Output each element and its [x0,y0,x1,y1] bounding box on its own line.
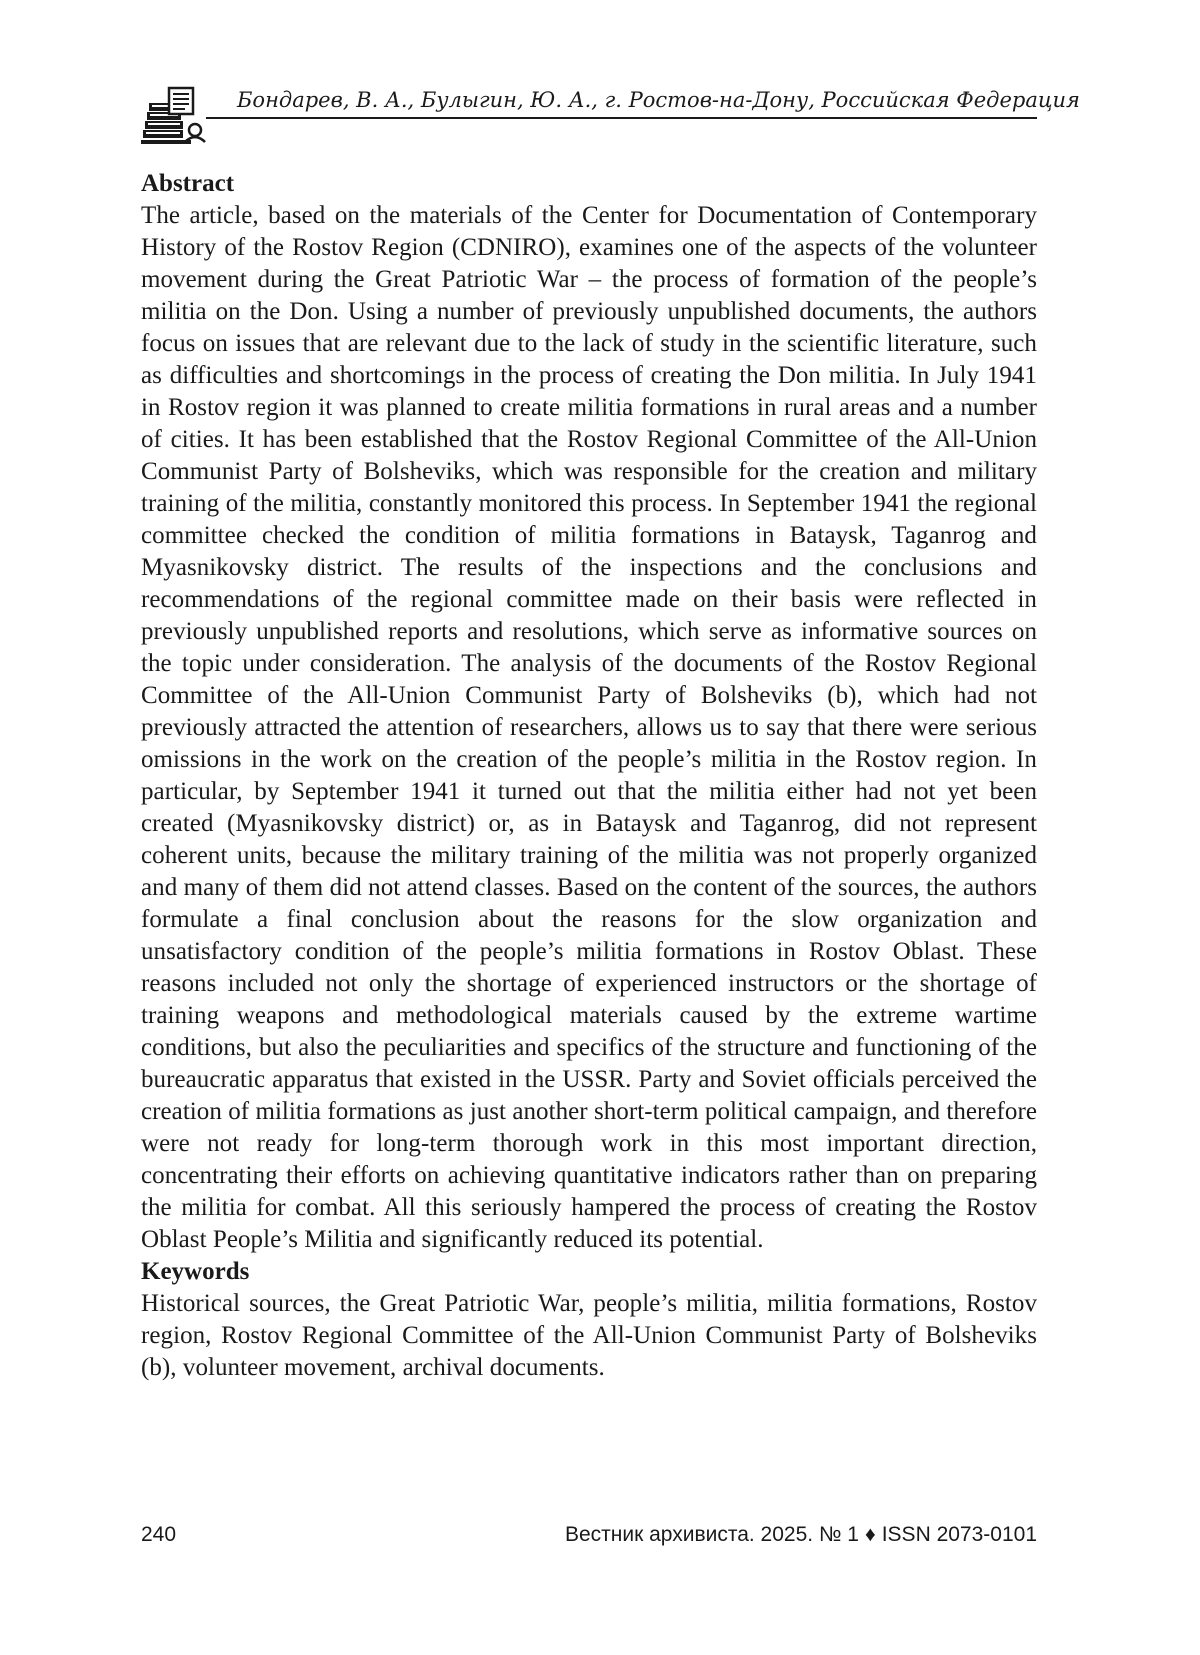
journal-reference [565,1520,1037,1550]
keywords-heading: Keywords [141,1258,250,1285]
keywords-text: Historical sources, the Great Patriotic War, people’s militia, militia formations, Rostov region, Rostov Regional Committee of the All-Union Communist Party of Bolsheviks (b), volunteer movement, archival documents. [141,1290,1037,1381]
header-divider [206,117,1037,119]
abstract-heading: Abstract [141,170,235,197]
diamond-separator-icon: ♦ [865,1523,876,1546]
journal-title: Вестник архивиста. 2025. № 1 [564,1523,859,1546]
issn-number: ISSN 2073-0101 [881,1523,1037,1546]
running-header: Бондарев, В. А., Булыгин, Ю. А., г. Ростов-на-Дону, Российская Федерация [237,88,1080,112]
page-number: 240 [141,1523,177,1546]
abstract-text: The article, based on the materials of the Center for Documentation of Contemporary History of the Rostov Region (CDNIRO), examines one of the aspects of the volunteer movement during the Great Patriotic War – the process of formation of the people’s militia on the Don. Using a number of previously unpublished documents, the authors focus on issues that are relevant due to the lack of study in the scientific literature, such as difficulties and shortcomings in the process of creating the Don militia. In July 1941 in Rostov region it was planned to create militia formations in rural areas and a number of cities. It has been established that the Rostov Regional Committee of the All-Union Communist Party of Bolsheviks, which was responsible for the creation and military training of the militia, constantly monitored this process. In September 1941 the regional committee checked the condition of militia formations in Bataysk, Taganrog and Myasnikovsky district. The results of the inspections and the conclusions and recommendations of the regional committee made on their basis were reflected in previously unpublished reports and resolutions, which serve as informative sources on the topic under consideration. The analysis of the documents of the Rostov Regional Committee of the All-Union Communist Party of Bolsheviks (b), which had not previously attracted the attention of researchers, allows us to say that there were serious omissions in the work on the creation of the people’s militia in the Rostov region. In particular, by September 1941 it turned out that the militia either had not yet been created (Myasnikovsky district) or, as in Bataysk and Taganrog, did not represent coherent units, because the military training of the militia was not properly organized and many of them did not attend classes. Based on the content of the sources, the authors formulate a final conclusion about the reasons for the slow organization and unsatisfactory condition of the people’s militia formations in Rostov Oblast. These reasons included not only the shortage of experienced instructors or the shortage of training weapons and methodological materials caused by the extreme wartime conditions, but also the peculiarities and specifics of the structure and functioning of the bureaucratic apparatus that existed in the USSR. Party and Soviet officials perceived the creation of militia formations as just another short-term political campaign, and therefore were not ready for long-term thorough work in this most important direction, concentrating their efforts on achieving quantitative indicators rather than on preparing the militia for combat. All this seriously hampered the process of creating the Rostov Oblast People’s Militia and significantly reduced its potential. [141,202,1037,1253]
abstract-section [141,168,1037,1384]
book-stack-logo-icon [141,86,207,146]
